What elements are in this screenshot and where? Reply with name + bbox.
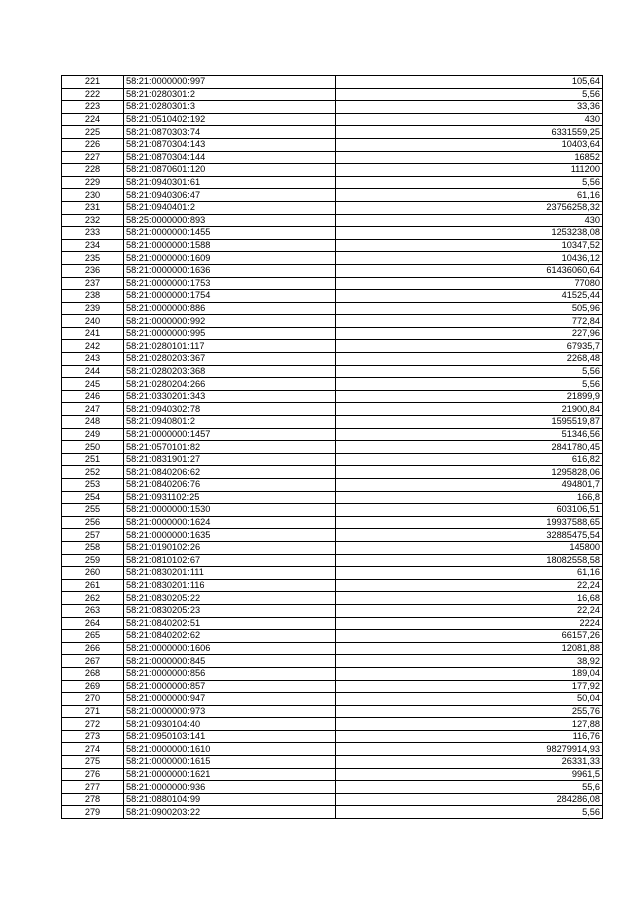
table-row — [62, 264, 603, 277]
value-cell: 603106,51 — [336, 504, 603, 517]
value-cell: 772,84 — [336, 315, 603, 328]
table-row — [62, 567, 603, 580]
cadastral-number-cell: 58:21:0000000:992 — [124, 315, 336, 328]
cadastral-number-cell: 58:21:0280101:117 — [124, 340, 336, 353]
table-row — [62, 189, 603, 202]
table-row — [62, 806, 603, 819]
cadastral-number-cell: 58:21:0870601:120 — [124, 164, 336, 177]
value-cell: 21900,84 — [336, 403, 603, 416]
table-row — [62, 743, 603, 756]
table-row — [62, 617, 603, 630]
cadastral-number-cell: 58:21:0870304:143 — [124, 138, 336, 151]
value-cell: 22,24 — [336, 604, 603, 617]
cadastral-number-cell: 58:21:0840206:62 — [124, 466, 336, 479]
value-cell: 9961,5 — [336, 768, 603, 781]
row-number-cell: 279 — [62, 806, 124, 819]
cadastral-number-cell: 58:21:0930104:40 — [124, 718, 336, 731]
value-cell: 145800 — [336, 541, 603, 554]
value-cell: 51346,56 — [336, 428, 603, 441]
value-cell: 5,56 — [336, 365, 603, 378]
row-number-cell: 263 — [62, 604, 124, 617]
data-table — [61, 75, 603, 819]
cadastral-number-cell: 58:21:0840202:51 — [124, 617, 336, 630]
row-number-cell: 269 — [62, 680, 124, 693]
cadastral-number-cell: 58:21:0880104:99 — [124, 793, 336, 806]
table-row — [62, 302, 603, 315]
row-number-cell: 258 — [62, 541, 124, 554]
cadastral-number-cell: 58:21:0000000:1606 — [124, 642, 336, 655]
cadastral-number-cell: 58:21:0280204:266 — [124, 378, 336, 391]
table-row — [62, 138, 603, 151]
value-cell: 111200 — [336, 164, 603, 177]
value-cell: 32885475,54 — [336, 529, 603, 542]
value-cell: 61,16 — [336, 567, 603, 580]
table-row — [62, 529, 603, 542]
value-cell: 5,56 — [336, 378, 603, 391]
table-row — [62, 768, 603, 781]
value-cell: 2841780,45 — [336, 441, 603, 454]
cadastral-number-cell: 58:21:0000000:936 — [124, 781, 336, 794]
cadastral-number-cell: 58:21:0870304:144 — [124, 151, 336, 164]
row-number-cell: 245 — [62, 378, 124, 391]
row-number-cell: 261 — [62, 579, 124, 592]
row-number-cell: 237 — [62, 277, 124, 290]
value-cell: 430 — [336, 214, 603, 227]
cadastral-number-cell: 58:21:0000000:1530 — [124, 504, 336, 517]
cadastral-number-cell: 58:21:0000000:1624 — [124, 516, 336, 529]
value-cell: 55,6 — [336, 781, 603, 794]
row-number-cell: 253 — [62, 479, 124, 492]
row-number-cell: 236 — [62, 264, 124, 277]
cadastral-number-cell: 58:21:0000000:1610 — [124, 743, 336, 756]
table-row — [62, 466, 603, 479]
row-number-cell: 232 — [62, 214, 124, 227]
row-number-cell: 248 — [62, 416, 124, 429]
value-cell: 18082558,58 — [336, 554, 603, 567]
row-number-cell: 243 — [62, 353, 124, 366]
row-number-cell: 233 — [62, 227, 124, 240]
value-cell: 1595519,87 — [336, 416, 603, 429]
table-row — [62, 403, 603, 416]
table-row — [62, 579, 603, 592]
row-number-cell: 226 — [62, 138, 124, 151]
row-number-cell: 255 — [62, 504, 124, 517]
value-cell: 105,64 — [336, 76, 603, 89]
value-cell: 16,68 — [336, 592, 603, 605]
value-cell: 116,76 — [336, 730, 603, 743]
cadastral-number-cell: 58:21:0280203:368 — [124, 365, 336, 378]
cadastral-number-cell: 58:21:0000000:995 — [124, 327, 336, 340]
table-row — [62, 793, 603, 806]
row-number-cell: 229 — [62, 176, 124, 189]
row-number-cell: 277 — [62, 781, 124, 794]
table-row — [62, 680, 603, 693]
table-row — [62, 453, 603, 466]
table-row — [62, 541, 603, 554]
value-cell: 50,04 — [336, 693, 603, 706]
row-number-cell: 222 — [62, 88, 124, 101]
row-number-cell: 256 — [62, 516, 124, 529]
cadastral-number-cell: 58:21:0000000:997 — [124, 76, 336, 89]
table-row — [62, 315, 603, 328]
cadastral-number-cell: 58:21:0831901:27 — [124, 453, 336, 466]
row-number-cell: 250 — [62, 441, 124, 454]
table-row — [62, 730, 603, 743]
cadastral-number-cell: 58:21:0940306:47 — [124, 189, 336, 202]
cadastral-number-cell: 58:21:0840202:62 — [124, 630, 336, 643]
value-cell: 22,24 — [336, 579, 603, 592]
value-cell: 10403,64 — [336, 138, 603, 151]
cadastral-number-cell: 58:21:0000000:1621 — [124, 768, 336, 781]
cadastral-number-cell: 58:25:0000000:893 — [124, 214, 336, 227]
row-number-cell: 228 — [62, 164, 124, 177]
table-row — [62, 340, 603, 353]
cadastral-number-cell: 58:21:0000000:1457 — [124, 428, 336, 441]
value-cell: 23756258,32 — [336, 201, 603, 214]
row-number-cell: 221 — [62, 76, 124, 89]
table-row — [62, 227, 603, 240]
table-row — [62, 718, 603, 731]
value-cell: 19937588,65 — [336, 516, 603, 529]
cadastral-number-cell: 58:21:0931102:25 — [124, 491, 336, 504]
row-number-cell: 223 — [62, 101, 124, 114]
row-number-cell: 244 — [62, 365, 124, 378]
value-cell: 41525,44 — [336, 290, 603, 303]
row-number-cell: 268 — [62, 667, 124, 680]
row-number-cell: 274 — [62, 743, 124, 756]
cadastral-number-cell: 58:21:0000000:973 — [124, 705, 336, 718]
cadastral-number-cell: 58:21:0280203:367 — [124, 353, 336, 366]
row-number-cell: 264 — [62, 617, 124, 630]
value-cell: 10347,52 — [336, 239, 603, 252]
table-row — [62, 164, 603, 177]
row-number-cell: 276 — [62, 768, 124, 781]
value-cell: 21899,9 — [336, 390, 603, 403]
row-number-cell: 254 — [62, 491, 124, 504]
value-cell: 16852 — [336, 151, 603, 164]
table-row — [62, 151, 603, 164]
cadastral-number-cell: 58:21:0190102:26 — [124, 541, 336, 554]
table-row — [62, 705, 603, 718]
value-cell: 67935,7 — [336, 340, 603, 353]
value-cell: 255,76 — [336, 705, 603, 718]
row-number-cell: 225 — [62, 126, 124, 139]
cadastral-number-cell: 58:21:0940401:2 — [124, 201, 336, 214]
table-row — [62, 441, 603, 454]
cadastral-number-cell: 58:21:0940301:61 — [124, 176, 336, 189]
value-cell: 38,92 — [336, 655, 603, 668]
cadastral-number-cell: 58:21:0000000:886 — [124, 302, 336, 315]
table-row — [62, 88, 603, 101]
row-number-cell: 249 — [62, 428, 124, 441]
cadastral-number-cell: 58:21:0000000:857 — [124, 680, 336, 693]
row-number-cell: 247 — [62, 403, 124, 416]
table-row — [62, 239, 603, 252]
value-cell: 33,36 — [336, 101, 603, 114]
table-body — [62, 76, 603, 819]
row-number-cell: 234 — [62, 239, 124, 252]
row-number-cell: 265 — [62, 630, 124, 643]
cadastral-number-cell: 58:21:0000000:1753 — [124, 277, 336, 290]
cadastral-number-cell: 58:21:0000000:1609 — [124, 252, 336, 265]
value-cell: 127,88 — [336, 718, 603, 731]
value-cell: 5,56 — [336, 806, 603, 819]
value-cell: 26331,33 — [336, 756, 603, 769]
cadastral-number-cell: 58:21:0830205:23 — [124, 604, 336, 617]
cadastral-number-cell: 58:21:0000000:1636 — [124, 264, 336, 277]
row-number-cell: 240 — [62, 315, 124, 328]
table-row — [62, 201, 603, 214]
value-cell: 189,04 — [336, 667, 603, 680]
value-cell: 5,56 — [336, 176, 603, 189]
cadastral-number-cell: 58:21:0000000:1635 — [124, 529, 336, 542]
table-row — [62, 504, 603, 517]
value-cell: 5,56 — [336, 88, 603, 101]
value-cell: 227,96 — [336, 327, 603, 340]
value-cell: 616,82 — [336, 453, 603, 466]
table-row — [62, 756, 603, 769]
table-row — [62, 693, 603, 706]
value-cell: 6331559,25 — [336, 126, 603, 139]
row-number-cell: 278 — [62, 793, 124, 806]
table-row — [62, 642, 603, 655]
row-number-cell: 227 — [62, 151, 124, 164]
cadastral-number-cell: 58:21:0830205:22 — [124, 592, 336, 605]
cadastral-number-cell: 58:21:0000000:1615 — [124, 756, 336, 769]
row-number-cell: 266 — [62, 642, 124, 655]
table-row — [62, 479, 603, 492]
value-cell: 77080 — [336, 277, 603, 290]
cadastral-number-cell: 58:21:0810102:67 — [124, 554, 336, 567]
row-number-cell: 239 — [62, 302, 124, 315]
row-number-cell: 242 — [62, 340, 124, 353]
value-cell: 430 — [336, 113, 603, 126]
document-page — [61, 75, 602, 819]
table-row — [62, 378, 603, 391]
row-number-cell: 270 — [62, 693, 124, 706]
table-row — [62, 781, 603, 794]
row-number-cell: 273 — [62, 730, 124, 743]
cadastral-number-cell: 58:21:0830201:116 — [124, 579, 336, 592]
cadastral-number-cell: 58:21:0950103:141 — [124, 730, 336, 743]
table-row — [62, 277, 603, 290]
table-row — [62, 176, 603, 189]
row-number-cell: 257 — [62, 529, 124, 542]
cadastral-number-cell: 58:21:0940801:2 — [124, 416, 336, 429]
cadastral-number-cell: 58:21:0900203:22 — [124, 806, 336, 819]
table-row — [62, 101, 603, 114]
cadastral-number-cell: 58:21:0280301:2 — [124, 88, 336, 101]
row-number-cell: 259 — [62, 554, 124, 567]
table-row — [62, 516, 603, 529]
cadastral-number-cell: 58:21:0330201:343 — [124, 390, 336, 403]
table-row — [62, 327, 603, 340]
value-cell: 61436060,64 — [336, 264, 603, 277]
value-cell: 166,8 — [336, 491, 603, 504]
value-cell: 505,96 — [336, 302, 603, 315]
table-row — [62, 630, 603, 643]
value-cell: 10436,12 — [336, 252, 603, 265]
value-cell: 12081,88 — [336, 642, 603, 655]
row-number-cell: 230 — [62, 189, 124, 202]
table-row — [62, 126, 603, 139]
table-row — [62, 365, 603, 378]
cadastral-number-cell: 58:21:0000000:1588 — [124, 239, 336, 252]
value-cell: 284286,08 — [336, 793, 603, 806]
cadastral-number-cell: 58:21:0870303:74 — [124, 126, 336, 139]
row-number-cell: 262 — [62, 592, 124, 605]
value-cell: 494801,7 — [336, 479, 603, 492]
row-number-cell: 231 — [62, 201, 124, 214]
table-row — [62, 416, 603, 429]
row-number-cell: 224 — [62, 113, 124, 126]
value-cell: 61,16 — [336, 189, 603, 202]
table-row — [62, 113, 603, 126]
cadastral-number-cell: 58:21:0570101:82 — [124, 441, 336, 454]
cadastral-number-cell: 58:21:0000000:1455 — [124, 227, 336, 240]
cadastral-number-cell: 58:21:0000000:845 — [124, 655, 336, 668]
cadastral-number-cell: 58:21:0840206:76 — [124, 479, 336, 492]
value-cell: 1295828,06 — [336, 466, 603, 479]
table-row — [62, 390, 603, 403]
row-number-cell: 251 — [62, 453, 124, 466]
row-number-cell: 272 — [62, 718, 124, 731]
table-row — [62, 290, 603, 303]
table-row — [62, 604, 603, 617]
value-cell: 2224 — [336, 617, 603, 630]
table-row — [62, 592, 603, 605]
cadastral-number-cell: 58:21:0000000:856 — [124, 667, 336, 680]
value-cell: 66157,26 — [336, 630, 603, 643]
table-row — [62, 353, 603, 366]
value-cell: 177,92 — [336, 680, 603, 693]
row-number-cell: 267 — [62, 655, 124, 668]
cadastral-number-cell: 58:21:0830201:111 — [124, 567, 336, 580]
cadastral-number-cell: 58:21:0510402:192 — [124, 113, 336, 126]
row-number-cell: 252 — [62, 466, 124, 479]
value-cell: 2268,48 — [336, 353, 603, 366]
cadastral-number-cell: 58:21:0940302:78 — [124, 403, 336, 416]
table-row — [62, 428, 603, 441]
table-row — [62, 252, 603, 265]
table-row — [62, 491, 603, 504]
row-number-cell: 241 — [62, 327, 124, 340]
table-row — [62, 76, 603, 89]
table-row — [62, 554, 603, 567]
row-number-cell: 271 — [62, 705, 124, 718]
row-number-cell: 246 — [62, 390, 124, 403]
cadastral-number-cell: 58:21:0000000:1754 — [124, 290, 336, 303]
value-cell: 1253238,08 — [336, 227, 603, 240]
row-number-cell: 260 — [62, 567, 124, 580]
row-number-cell: 235 — [62, 252, 124, 265]
cadastral-number-cell: 58:21:0000000:947 — [124, 693, 336, 706]
cadastral-number-cell: 58:21:0280301:3 — [124, 101, 336, 114]
row-number-cell: 275 — [62, 756, 124, 769]
row-number-cell: 238 — [62, 290, 124, 303]
table-row — [62, 214, 603, 227]
table-row — [62, 667, 603, 680]
value-cell: 98279914,93 — [336, 743, 603, 756]
table-row — [62, 655, 603, 668]
